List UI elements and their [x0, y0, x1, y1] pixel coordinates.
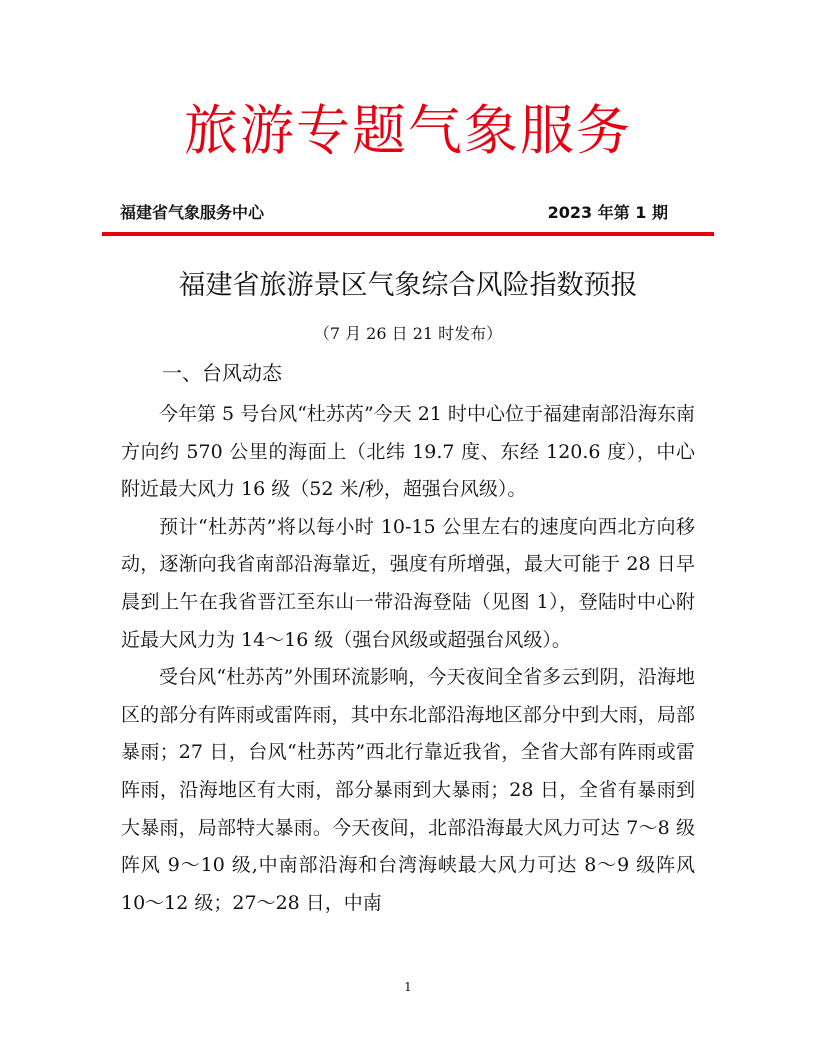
section-heading: 一、台风动态: [162, 361, 282, 385]
red-divider: [102, 232, 714, 236]
body-text: [121, 396, 695, 922]
paragraph: 预计“杜苏芮”将以每小时 10-15 公里左右的速度向西北方向移动，逐渐向我省南部沿海靠近，强度有所增强，最大可能于 28 日早晨到上午在我省晋江至东山一带沿海登陆（见图 1），登陆时中心附近最大风力为 14～16 级（强台风级或超强台风级）。: [121, 515, 695, 651]
release-time: （7 月 26 日 21 时发布）: [313, 324, 503, 343]
issuer-name: 福建省气象服务中心: [120, 203, 265, 222]
paragraph: 受台风“杜苏芮”外围环流影响，今天夜间全省多云到阴，沿海地区的部分有阵雨或雷阵雨，其中东北部沿海地区部分中到大雨，局部暴雨；27 日，台风“杜苏芮”西北行靠近我省，全省大部有阵雨或雷阵雨，沿海地区有大雨，部分暴雨到大暴雨；28 日，全省有暴雨到大暴雨，局部特大暴雨。今天夜间，北部沿海最大风力可达 7～8 级阵风 9～10 级,中南部沿海和台湾海峡最大风力可达 8～9 级阵风 10～12 级；27～28 日，中南: [121, 666, 695, 914]
issue-number: 2023 年第 1 期: [547, 203, 668, 222]
document-title: 福建省旅游景区气象综合风险指数预报: [178, 270, 638, 301]
page-number: 1: [404, 980, 412, 994]
paragraph: 今年第 5 号台风“杜苏芮”今天 21 时中心位于福建南部沿海东南方向约 570 公里的海面上（北纬 19.7 度、东经 120.6 度），中心附近最大风力 16 级（52 米/秒，超强台风级）。: [121, 403, 695, 501]
issue-info-row: [120, 200, 668, 224]
masthead-title: 旅游专题气象服务: [184, 99, 632, 162]
